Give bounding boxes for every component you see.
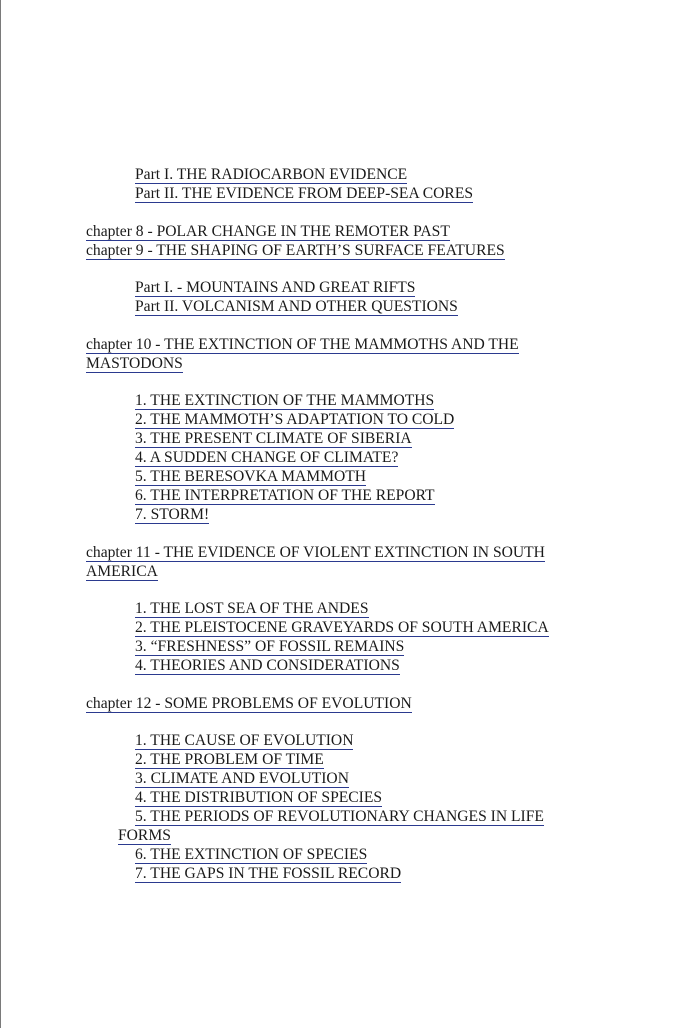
toc-entry-link-line bbox=[0, 467, 692, 486]
toc-entry-link[interactable]: 7. STORM! bbox=[135, 506, 210, 523]
toc-entry-link-line bbox=[0, 769, 692, 788]
toc-entry-link-line bbox=[0, 864, 692, 883]
toc-entry-link[interactable]: 5. THE BERESOVKA MAMMOTH bbox=[135, 468, 367, 485]
toc-entry-link-line bbox=[0, 429, 692, 448]
toc-entry-link[interactable]: 1. THE CAUSE OF EVOLUTION bbox=[135, 732, 354, 749]
toc-entry-link-line bbox=[0, 297, 692, 316]
toc-entry-link-line bbox=[0, 165, 692, 184]
spacer bbox=[0, 316, 692, 335]
toc-entry-link-line bbox=[0, 184, 692, 203]
toc-entry-link[interactable]: 3. “FRESHNESS” OF FOSSIL REMAINS bbox=[135, 638, 405, 655]
toc-entry-link[interactable]: 2. THE PROBLEM OF TIME bbox=[135, 751, 324, 768]
toc-entry-link-continued-line bbox=[0, 826, 692, 845]
toc-entry-link[interactable]: 1. THE LOST SEA OF THE ANDES bbox=[135, 600, 369, 617]
toc-entry-link[interactable]: 2. THE MAMMOTH’S ADAPTATION TO COLD bbox=[135, 411, 455, 428]
spacer bbox=[0, 373, 692, 392]
chapter-link-line bbox=[0, 335, 692, 354]
toc-entry-link-line bbox=[0, 486, 692, 505]
toc-entry-link[interactable]: 7. THE GAPS IN THE FOSSIL RECORD bbox=[135, 865, 402, 882]
chapter-link-line bbox=[0, 543, 692, 562]
chapter-link[interactable]: chapter 11 - THE EVIDENCE OF VIOLENT EXTINCTION IN SOUTH bbox=[86, 543, 545, 561]
toc-entry-link[interactable]: 4. THE DISTRIBUTION OF SPECIES bbox=[135, 789, 383, 806]
chapter-link[interactable]: chapter 10 - THE EXTINCTION OF THE MAMMOTHS AND THE bbox=[86, 335, 519, 353]
toc-entry-link[interactable]: 4. THEORIES AND CONSIDERATIONS bbox=[135, 657, 400, 674]
chapter-link[interactable]: chapter 9 - THE SHAPING OF EARTH’S SURFACE FEATURES bbox=[86, 241, 505, 259]
toc-entry-link-line bbox=[0, 807, 692, 826]
chapter-link[interactable]: chapter 8 - POLAR CHANGE IN THE REMOTER PAST bbox=[86, 222, 450, 240]
toc-entry-link[interactable]: 3. CLIMATE AND EVOLUTION bbox=[135, 770, 349, 787]
chapter-link-continued[interactable]: MASTODONS bbox=[86, 354, 183, 372]
spacer bbox=[0, 260, 692, 279]
chapter-link-line bbox=[0, 222, 692, 241]
toc-entry-link-line bbox=[0, 505, 692, 524]
toc-entry-link[interactable]: 2. THE PLEISTOCENE GRAVEYARDS OF SOUTH AMERICA bbox=[135, 619, 549, 636]
chapter-link-continued-line bbox=[0, 562, 692, 581]
toc-entry-link-line bbox=[0, 731, 692, 750]
toc-entry-link[interactable]: 5. THE PERIODS OF REVOLUTIONARY CHANGES IN LIFE bbox=[135, 808, 544, 825]
toc-entry-link[interactable]: 4. A SUDDEN CHANGE OF CLIMATE? bbox=[135, 449, 399, 466]
spacer bbox=[0, 713, 692, 732]
toc-entry-link-line bbox=[0, 391, 692, 410]
toc-entry-link[interactable]: 6. THE EXTINCTION OF SPECIES bbox=[135, 846, 368, 863]
toc-entry-link[interactable]: Part I. - MOUNTAINS AND GREAT RIFTS bbox=[135, 279, 416, 296]
toc-entry-link[interactable]: 6. THE INTERPRETATION OF THE REPORT bbox=[135, 487, 435, 504]
chapter-link-line bbox=[0, 241, 692, 260]
toc-entry-link-line bbox=[0, 845, 692, 864]
toc-entry-link[interactable]: Part I. THE RADIOCARBON EVIDENCE bbox=[135, 166, 408, 183]
toc-entry-link[interactable]: Part II. VOLCANISM AND OTHER QUESTIONS bbox=[135, 298, 458, 315]
toc-entry-link[interactable]: 1. THE EXTINCTION OF THE MAMMOTHS bbox=[135, 392, 435, 409]
table-of-contents bbox=[0, 165, 692, 883]
toc-entry-link[interactable]: Part II. THE EVIDENCE FROM DEEP-SEA CORES bbox=[135, 185, 474, 202]
spacer bbox=[0, 675, 692, 694]
toc-entry-link[interactable]: 3. THE PRESENT CLIMATE OF SIBERIA bbox=[135, 430, 412, 447]
toc-entry-link-line bbox=[0, 448, 692, 467]
toc-entry-link-line bbox=[0, 750, 692, 769]
spacer bbox=[0, 524, 692, 543]
toc-entry-link-line bbox=[0, 637, 692, 656]
toc-entry-link-line bbox=[0, 788, 692, 807]
toc-entry-link-line bbox=[0, 599, 692, 618]
spacer bbox=[0, 203, 692, 222]
toc-entry-link-line bbox=[0, 656, 692, 675]
chapter-link-continued[interactable]: AMERICA bbox=[86, 562, 158, 580]
chapter-link[interactable]: chapter 12 - SOME PROBLEMS OF EVOLUTION bbox=[86, 694, 412, 712]
chapter-link-line bbox=[0, 694, 692, 713]
toc-entry-link-line bbox=[0, 618, 692, 637]
toc-entry-link-line bbox=[0, 410, 692, 429]
spacer bbox=[0, 581, 692, 600]
toc-entry-link-continued[interactable]: FORMS bbox=[118, 827, 171, 844]
chapter-link-continued-line bbox=[0, 354, 692, 373]
toc-entry-link-line bbox=[0, 278, 692, 297]
